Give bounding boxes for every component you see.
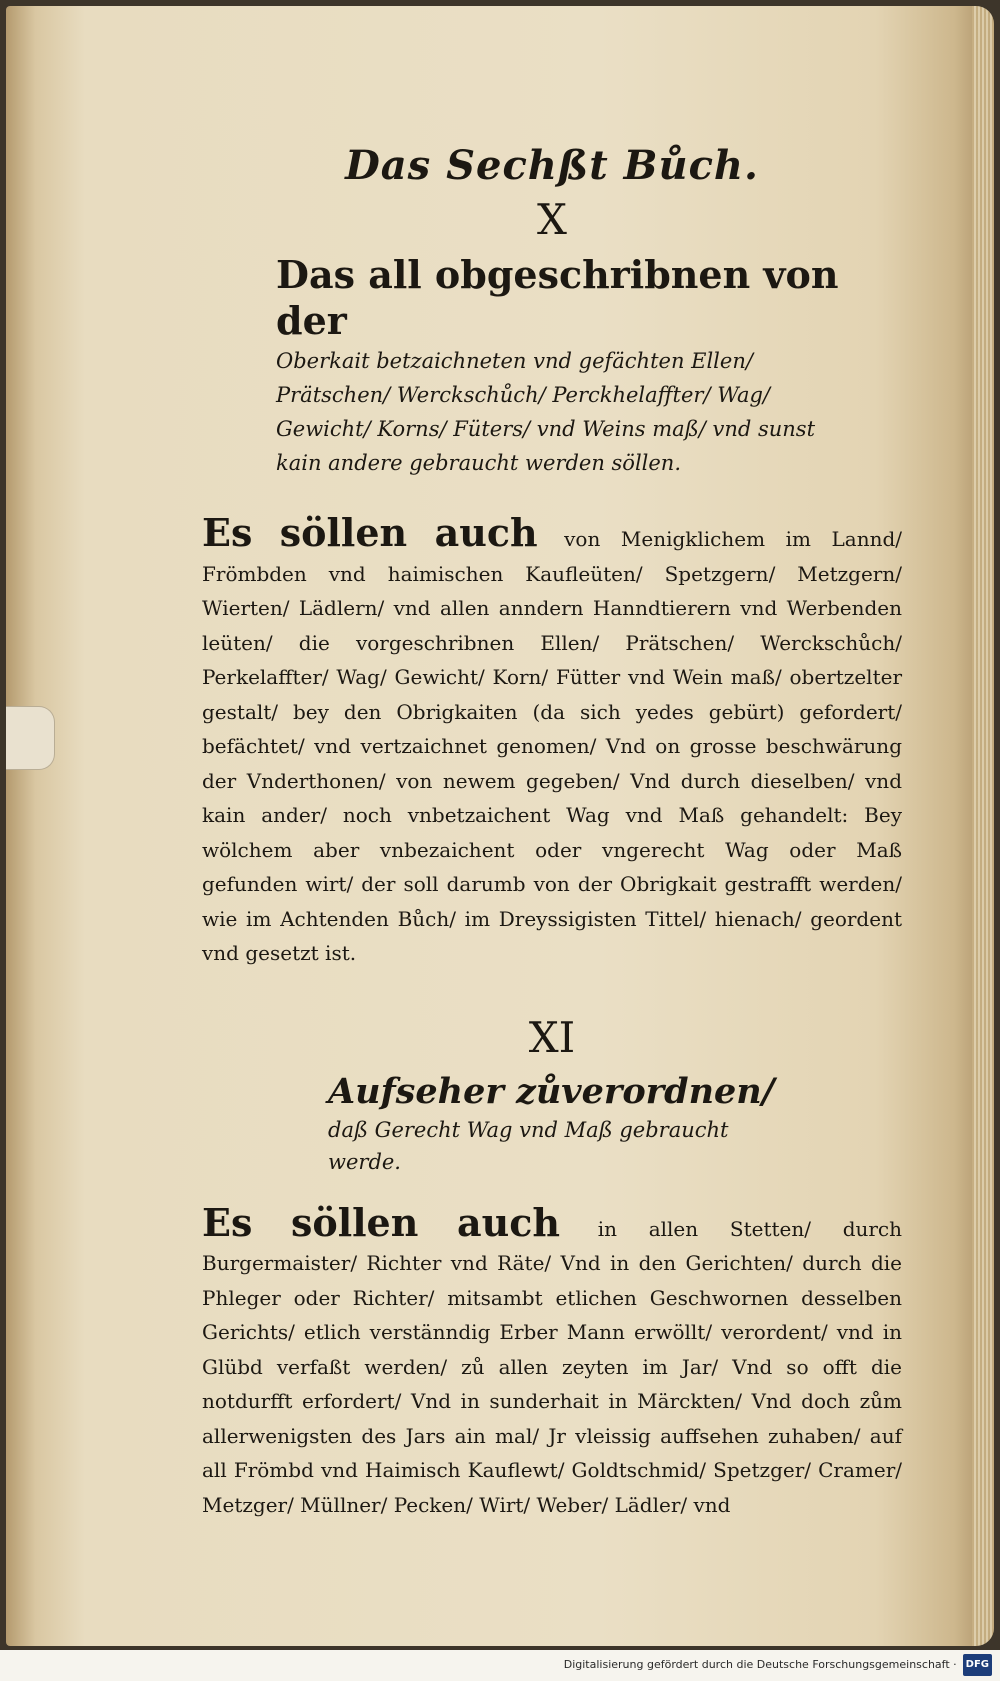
page-content: [202, 126, 902, 1522]
paragraph-1: [202, 510, 902, 971]
chapter-xi-heading-large: Aufseher zůverordnen/: [328, 1070, 775, 1112]
dfg-logo: DFG: [963, 1654, 992, 1676]
paragraph-2: [202, 1199, 903, 1523]
chapter-x-heading-large: Das all obgeschribnen von der: [276, 252, 839, 343]
chapter-xi-heading-small: daß Gerecht Wag vnd Maß gebraucht werde.: [328, 1117, 729, 1174]
book-page: [6, 6, 994, 1646]
chapter-number-xi: XI: [528, 1012, 576, 1062]
paragraph-1-incipit: Es söllen auch: [202, 510, 538, 555]
paragraph-1-text: von Menigklichem im Lannd/ Frömbden vnd haimischen Kaufleüten/ Spetzgern/ Metzgern/ Wierten/ Lädlern/ vnd allen anndern Hanndtierern vnd Werbenden leüten/ die vorgeschribnen Ellen/ Prätschen/ Werckschůch/ Perkelaffter/ Wag/ Gewicht/ Korn/ Fütter vnd Wein maß/ obertzelter gestalt/ bey den Obrigkaiten (da sich yedes gebürt) gefordert/ befächtet/ vnd vertzaichnet genomen/ Vnd on grosse beschwärung der Vnderthonen/ von newem gegeben/ Vnd durch dieselben/ vnd kain ander/ noch vnbetzaichent Wag vnd Maß gehandelt: Bey wölchem aber vnbezaichent oder vngerecht Wag oder Maß gefunden wirt/ der soll darumb von der Obrigkait gestrafft werden/ wie im Achtenden Bůch/ im Dreyssigisten Tittel/ hienach/ geordent vnd gesetzt ist.: [202, 527, 902, 965]
chapter-x-heading-small: Oberkait betzaichneten vnd gefächten Ellen/ Prätschen/ Werckschůch/ Perckhelaffter/ Wag/ Gewicht/ Korns/ Füters/ vnd Weins maß/ vnd sunst kain andere gebraucht werden söllen.: [276, 349, 816, 475]
footer-bar: [0, 1654, 1000, 1681]
page-edges: [972, 6, 994, 1646]
chapter-number-x: X: [537, 195, 567, 244]
footer-credit: Digitalisierung gefördert durch die Deutsche Forschungsgemeinschaft ·: [563, 1658, 957, 1671]
page-tab-marker: [6, 706, 55, 770]
chapter-xi-heading: [328, 1070, 778, 1178]
paragraph-2-text: in allen Stetten/ durch Burgermaister/ Richter vnd Räte/ Vnd in den Gerichten/ durch die Phleger oder Richter/ mitsambt etlichen Geschwornen desselben Gerichts/ etlich verstänndig Erber Mann erwöllt/ verordent/ vnd in Glübd verfaßt werden/ zů allen zeyten im Jar/ Vnd so offt die notdurfft erfordert/ Vnd in sunderhait in Märckten/ Vnd doch zům allerwenigsten des Jars ain mal/ Jr vleissig auffsehen zuhaben/ auf all Frömbd vnd Haimisch Kauflewt/ Goldtschmid/ Spetzger/ Cramer/ Metzger/ Müllner/ Pecken/ Wirt/ Weber/ Lädler/ vnd: [202, 1216, 903, 1517]
running-head: Das Sechßt Bůch.: [345, 142, 759, 189]
paragraph-2-incipit: Es söllen auch: [202, 1199, 560, 1245]
chapter-x-heading: [276, 252, 856, 480]
